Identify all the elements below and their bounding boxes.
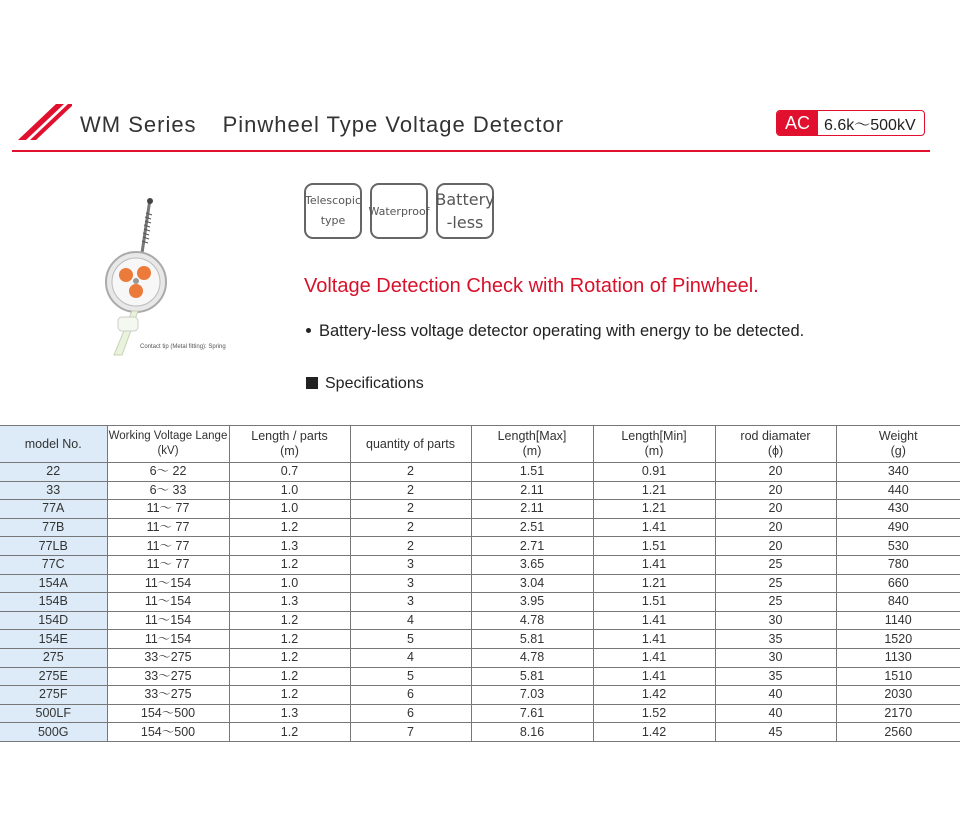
battery-line2: -less <box>446 213 484 232</box>
cell-model-no: 77C <box>0 555 107 574</box>
cell-length-max: 4.78 <box>471 611 593 630</box>
product-name: Pinwheel Type Voltage Detector <box>222 112 565 137</box>
cell-weight: 490 <box>836 518 960 537</box>
header-working-voltage: Working Voltage Lange (kV) <box>107 426 229 463</box>
cell-length-per-part: 1.2 <box>229 611 350 630</box>
cell-weight: 2560 <box>836 723 960 742</box>
cell-working-voltage: 11〜154 <box>107 574 229 593</box>
cell-length-per-part: 1.2 <box>229 518 350 537</box>
cell-working-voltage: 6〜 33 <box>107 481 229 500</box>
cell-rod-diameter: 20 <box>715 481 836 500</box>
header-weight: Weight (g) <box>836 426 960 463</box>
voltage-range: 6.6k〜500kV <box>824 116 916 134</box>
cell-quantity-of-parts: 6 <box>350 686 471 705</box>
cell-weight: 1130 <box>836 648 960 667</box>
table-row <box>0 686 960 705</box>
cell-length-per-part: 1.0 <box>229 500 350 519</box>
cell-length-min: 1.21 <box>593 500 715 519</box>
cell-length-per-part: 1.2 <box>229 686 350 705</box>
header-model-no: model No. <box>0 426 107 463</box>
cell-weight: 2030 <box>836 686 960 705</box>
cell-model-no: 275E <box>0 667 107 686</box>
cell-model-no: 154E <box>0 630 107 649</box>
specifications-heading-text: Specifications <box>325 375 424 392</box>
table-row <box>0 574 960 593</box>
cell-weight: 1520 <box>836 630 960 649</box>
cell-model-no: 33 <box>0 481 107 500</box>
cell-length-min: 1.42 <box>593 686 715 705</box>
cell-rod-diameter: 35 <box>715 667 836 686</box>
cell-length-per-part: 1.3 <box>229 704 350 723</box>
cell-length-max: 4.78 <box>471 648 593 667</box>
cell-length-min: 1.52 <box>593 704 715 723</box>
specifications-heading <box>306 375 424 393</box>
cell-model-no: 500G <box>0 723 107 742</box>
cell-model-no: 77B <box>0 518 107 537</box>
cell-weight: 440 <box>836 481 960 500</box>
cell-rod-diameter: 20 <box>715 518 836 537</box>
cell-length-per-part: 0.7 <box>229 463 350 482</box>
page-header <box>0 100 960 156</box>
cell-weight: 840 <box>836 593 960 612</box>
cell-length-max: 8.16 <box>471 723 593 742</box>
cell-length-min: 1.51 <box>593 593 715 612</box>
header-rod-diameter: rod diamater (ϕ) <box>715 426 836 463</box>
product-caption: Contact tip (Metal fitting): Spring <box>140 344 226 350</box>
square-bullet-icon <box>306 377 318 389</box>
cell-length-max: 7.61 <box>471 704 593 723</box>
cell-rod-diameter: 40 <box>715 704 836 723</box>
table-row <box>0 593 960 612</box>
cell-working-voltage: 11〜 77 <box>107 537 229 556</box>
waterproof-badge <box>370 183 428 239</box>
cell-working-voltage: 6〜 22 <box>107 463 229 482</box>
cell-weight: 2170 <box>836 704 960 723</box>
cell-length-min: 0.91 <box>593 463 715 482</box>
cell-length-min: 1.41 <box>593 555 715 574</box>
ac-label: AC <box>777 111 818 135</box>
table-row <box>0 704 960 723</box>
cell-rod-diameter: 40 <box>715 686 836 705</box>
cell-working-voltage: 33〜275 <box>107 686 229 705</box>
specifications-table <box>0 425 960 742</box>
cell-quantity-of-parts: 2 <box>350 463 471 482</box>
cell-length-per-part: 1.3 <box>229 537 350 556</box>
cell-weight: 780 <box>836 555 960 574</box>
table-row <box>0 518 960 537</box>
cell-quantity-of-parts: 2 <box>350 518 471 537</box>
cell-model-no: 77A <box>0 500 107 519</box>
product-image <box>92 195 262 360</box>
cell-model-no: 154B <box>0 593 107 612</box>
cell-model-no: 22 <box>0 463 107 482</box>
battery-line1: Battery <box>435 190 495 209</box>
cell-rod-diameter: 20 <box>715 537 836 556</box>
cell-length-min: 1.42 <box>593 723 715 742</box>
cell-length-min: 1.21 <box>593 481 715 500</box>
cell-rod-diameter: 20 <box>715 463 836 482</box>
cell-length-min: 1.41 <box>593 667 715 686</box>
cell-working-voltage: 154〜500 <box>107 723 229 742</box>
cell-model-no: 77LB <box>0 537 107 556</box>
feature-badges <box>304 183 494 239</box>
cell-length-max: 2.11 <box>471 481 593 500</box>
cell-length-max: 2.71 <box>471 537 593 556</box>
cell-quantity-of-parts: 6 <box>350 704 471 723</box>
cell-weight: 1140 <box>836 611 960 630</box>
cell-length-max: 3.65 <box>471 555 593 574</box>
cell-rod-diameter: 25 <box>715 593 836 612</box>
cell-length-min: 1.21 <box>593 574 715 593</box>
feature-bullet <box>306 322 804 341</box>
cell-quantity-of-parts: 4 <box>350 648 471 667</box>
cell-model-no: 275 <box>0 648 107 667</box>
cell-length-per-part: 1.0 <box>229 481 350 500</box>
cell-quantity-of-parts: 5 <box>350 630 471 649</box>
cell-weight: 1510 <box>836 667 960 686</box>
cell-length-per-part: 1.3 <box>229 593 350 612</box>
cell-length-max: 1.51 <box>471 463 593 482</box>
cell-length-min: 1.41 <box>593 630 715 649</box>
table-row <box>0 537 960 556</box>
cell-length-max: 3.04 <box>471 574 593 593</box>
cell-rod-diameter: 30 <box>715 648 836 667</box>
cell-model-no: 275F <box>0 686 107 705</box>
cell-weight: 340 <box>836 463 960 482</box>
cell-quantity-of-parts: 3 <box>350 574 471 593</box>
cell-length-per-part: 1.2 <box>229 630 350 649</box>
cell-length-min: 1.41 <box>593 611 715 630</box>
cell-length-max: 5.81 <box>471 667 593 686</box>
cell-rod-diameter: 45 <box>715 723 836 742</box>
cell-weight: 430 <box>836 500 960 519</box>
voltage-detector-icon <box>92 195 262 360</box>
cell-length-per-part: 1.0 <box>229 574 350 593</box>
cell-quantity-of-parts: 5 <box>350 667 471 686</box>
header-length-parts: Length / parts (m) <box>229 426 350 463</box>
cell-rod-diameter: 35 <box>715 630 836 649</box>
header-divider <box>12 150 930 152</box>
table-row <box>0 463 960 482</box>
cell-quantity-of-parts: 4 <box>350 611 471 630</box>
voltage-range-badge <box>776 110 925 136</box>
cell-length-max: 3.95 <box>471 593 593 612</box>
header-quantity-of-parts: quantity of parts <box>350 426 471 463</box>
cell-working-voltage: 33〜275 <box>107 667 229 686</box>
table-row <box>0 500 960 519</box>
cell-quantity-of-parts: 3 <box>350 555 471 574</box>
cell-quantity-of-parts: 7 <box>350 723 471 742</box>
cell-length-min: 1.41 <box>593 518 715 537</box>
cell-rod-diameter: 30 <box>715 611 836 630</box>
table-row <box>0 555 960 574</box>
telescopic-type-badge <box>304 183 362 239</box>
cell-length-per-part: 1.2 <box>229 723 350 742</box>
cell-working-voltage: 11〜154 <box>107 630 229 649</box>
bullet-dot-icon <box>306 328 311 333</box>
table-row <box>0 648 960 667</box>
cell-working-voltage: 154〜500 <box>107 704 229 723</box>
cell-weight: 530 <box>836 537 960 556</box>
series-name: WM Series <box>80 112 197 137</box>
cell-working-voltage: 11〜 77 <box>107 500 229 519</box>
cell-working-voltage: 11〜154 <box>107 611 229 630</box>
cell-length-min: 1.41 <box>593 648 715 667</box>
cell-length-per-part: 1.2 <box>229 555 350 574</box>
cell-rod-diameter: 25 <box>715 555 836 574</box>
cell-model-no: 154A <box>0 574 107 593</box>
header-length-min: Length[Min] (m) <box>593 426 715 463</box>
feature-headline: Voltage Detection Check with Rotation of Pinwheel. <box>304 275 759 297</box>
cell-working-voltage: 11〜 77 <box>107 518 229 537</box>
cell-length-per-part: 1.2 <box>229 648 350 667</box>
cell-rod-diameter: 25 <box>715 574 836 593</box>
cell-quantity-of-parts: 2 <box>350 500 471 519</box>
battery-less-badge <box>436 183 494 239</box>
cell-length-max: 7.03 <box>471 686 593 705</box>
cell-length-max: 2.11 <box>471 500 593 519</box>
cell-working-voltage: 11〜 77 <box>107 555 229 574</box>
cell-quantity-of-parts: 2 <box>350 481 471 500</box>
cell-working-voltage: 33〜275 <box>107 648 229 667</box>
page-title <box>80 112 564 138</box>
cell-working-voltage: 11〜154 <box>107 593 229 612</box>
cell-length-max: 2.51 <box>471 518 593 537</box>
cell-length-per-part: 1.2 <box>229 667 350 686</box>
red-slash-logo-icon <box>12 104 72 140</box>
cell-quantity-of-parts: 3 <box>350 593 471 612</box>
table-row <box>0 481 960 500</box>
cell-model-no: 154D <box>0 611 107 630</box>
table-row <box>0 723 960 742</box>
cell-length-max: 5.81 <box>471 630 593 649</box>
telescopic-line2: type <box>320 214 346 227</box>
table-header-row <box>0 426 960 463</box>
table-row <box>0 630 960 649</box>
cell-length-min: 1.51 <box>593 537 715 556</box>
cell-weight: 660 <box>836 574 960 593</box>
cell-rod-diameter: 20 <box>715 500 836 519</box>
cell-quantity-of-parts: 2 <box>350 537 471 556</box>
telescopic-line1: Telescopic <box>304 194 362 207</box>
table-row <box>0 611 960 630</box>
bullet-text: Battery-less voltage detector operating with energy to be detected. <box>319 322 805 340</box>
table-row <box>0 667 960 686</box>
cell-model-no: 500LF <box>0 704 107 723</box>
header-length-max: Length[Max] (m) <box>471 426 593 463</box>
waterproof-label: Waterproof <box>368 204 430 218</box>
